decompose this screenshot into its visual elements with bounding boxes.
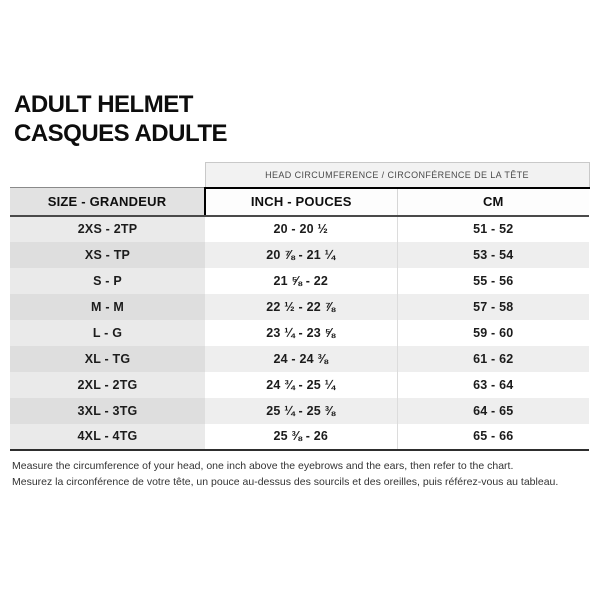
size-cell: 2XS - 2TP — [10, 216, 205, 242]
inch-cell: 20 ⅞ - 21 ¼ — [205, 242, 397, 268]
head-circumference-banner: HEAD CIRCUMFERENCE / CIRCONFÉRENCE DE LA TÊTE — [205, 163, 589, 188]
inch-cell: 25 ⅜ - 26 — [205, 424, 397, 450]
table-row — [10, 294, 589, 320]
inch-cell: 24 - 24 ⅜ — [205, 346, 397, 372]
table-row — [10, 268, 589, 294]
column-header-cm: CM — [397, 188, 589, 216]
inch-cell: 23 ¼ - 23 ⅝ — [205, 320, 397, 346]
inch-cell: 22 ½ - 22 ⅞ — [205, 294, 397, 320]
cm-cell: 64 - 65 — [397, 398, 589, 424]
inch-cell: 24 ¾ - 25 ¼ — [205, 372, 397, 398]
size-cell: M - M — [10, 294, 205, 320]
size-cell: 3XL - 3TG — [10, 398, 205, 424]
size-cell: 2XL - 2TG — [10, 372, 205, 398]
measure-instruction-fr: Mesurez la circonférence de votre tête, un pouce au-dessus des sourcils et des oreilles, puis référez-vous au tableau. — [12, 475, 559, 488]
cm-cell: 61 - 62 — [397, 346, 589, 372]
table-row — [10, 242, 589, 268]
cm-cell: 51 - 52 — [397, 216, 589, 242]
cm-cell: 55 - 56 — [397, 268, 589, 294]
size-table-body — [10, 216, 589, 450]
cm-cell: 63 - 64 — [397, 372, 589, 398]
size-chart-table — [10, 162, 590, 451]
inch-cell: 25 ¼ - 25 ⅜ — [205, 398, 397, 424]
column-header-row — [10, 188, 589, 216]
column-header-size: SIZE - GRANDEUR — [10, 188, 205, 216]
page-title-fr: CASQUES ADULTE — [14, 120, 228, 147]
inch-cell: 20 - 20 ½ — [205, 216, 397, 242]
measure-instruction-en: Measure the circumference of your head, one inch above the eyebrows and the ears, then refer to the chart. — [12, 460, 514, 472]
table-row — [10, 346, 589, 372]
measure-instructions — [12, 459, 587, 490]
table-row — [10, 398, 589, 424]
size-cell: XS - TP — [10, 242, 205, 268]
cm-cell: 65 - 66 — [397, 424, 589, 450]
size-cell: XL - TG — [10, 346, 205, 372]
size-cell: 4XL - 4TG — [10, 424, 205, 450]
cm-cell: 57 - 58 — [397, 294, 589, 320]
size-cell: L - G — [10, 320, 205, 346]
cm-cell: 59 - 60 — [397, 320, 589, 346]
banner-spacer — [10, 163, 205, 188]
table-row — [10, 216, 589, 242]
size-cell: S - P — [10, 268, 205, 294]
table-row — [10, 320, 589, 346]
column-header-inch: INCH - POUCES — [205, 188, 397, 216]
banner-row — [10, 163, 589, 188]
page-title-en: ADULT HELMET — [14, 91, 193, 118]
page-title — [14, 90, 227, 148]
cm-cell: 53 - 54 — [397, 242, 589, 268]
table-row — [10, 372, 589, 398]
table-row — [10, 424, 589, 450]
inch-cell: 21 ⅝ - 22 — [205, 268, 397, 294]
